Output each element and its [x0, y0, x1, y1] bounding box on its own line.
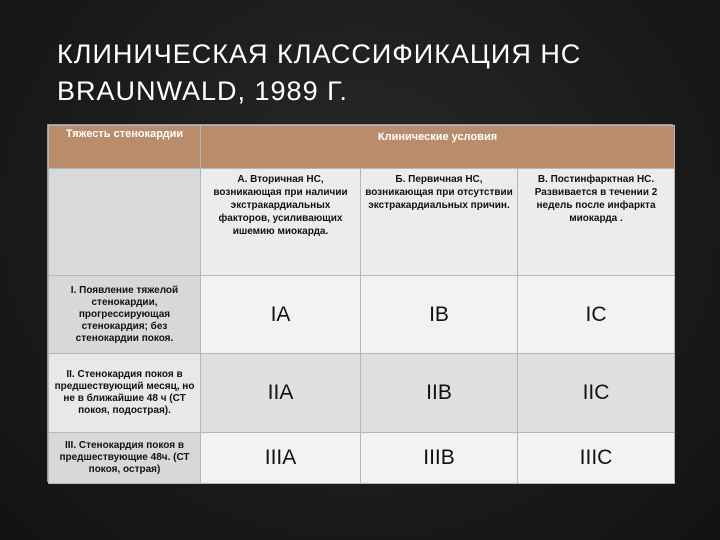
table-row [49, 354, 675, 433]
classification-table-frame [47, 124, 673, 482]
table-subheader-row [49, 169, 675, 276]
column-header-a: А. Вторичная НС, возникающая при наличии экстракардиальных факторов, усиливающих ишемию миокарда. [201, 169, 361, 276]
cell-ia: IA [201, 276, 361, 354]
classification-table [48, 125, 675, 484]
cell-ic: IC [518, 276, 675, 354]
cell-iia: IIA [201, 354, 361, 433]
table-header-row [49, 126, 675, 169]
header-clinical-conditions: Клинические условия [201, 126, 675, 169]
row-label-2: II. Стенокардия покоя в предшествующий месяц, но не в ближайшие 48 ч (СТ покоя, подострая). [49, 354, 201, 433]
table-row [49, 276, 675, 354]
slide-title [57, 36, 677, 110]
row-label-3: III. Стенокардия покоя в предшествующие 48ч. (СТ покоя, острая) [49, 433, 201, 484]
cell-iib: IIB [361, 354, 518, 433]
column-header-b: Б. Первичная НС, возникающая при отсутствии экстракардиальных причин. [361, 169, 518, 276]
cell-iic: IIC [518, 354, 675, 433]
slide-title-line-2: BRAUNWALD, 1989 Г. [57, 76, 348, 106]
column-header-c: В. Постинфарктная НС. Развивается в течении 2 недель после инфаркта миокарда . [518, 169, 675, 276]
cell-iiia: IIIA [201, 433, 361, 484]
cell-iiic: IIIC [518, 433, 675, 484]
cell-ib: IB [361, 276, 518, 354]
cell-iiib: IIIB [361, 433, 518, 484]
subheader-empty-cell [49, 169, 201, 276]
header-severity: Тяжесть стенокардии [49, 126, 201, 169]
row-label-1: I. Появление тяжелой стенокардии, прогрессирующая стенокардия; без стенокардии покоя. [49, 276, 201, 354]
slide-title-line-1: КЛИНИЧЕСКАЯ КЛАССИФИКАЦИЯ НС [57, 39, 582, 69]
table-row [49, 433, 675, 484]
